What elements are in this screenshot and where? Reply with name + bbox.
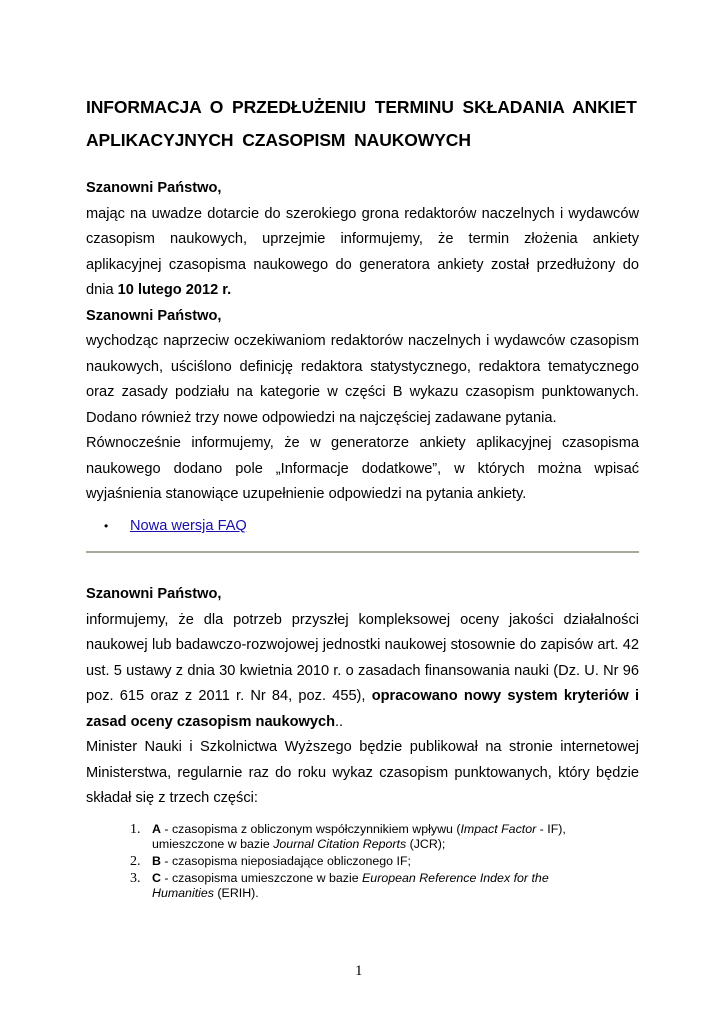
- faq-link[interactable]: Nowa wersja FAQ: [130, 518, 247, 534]
- page-number: 1: [355, 963, 363, 979]
- section-extension-notice: [86, 176, 639, 508]
- list-text: - czasopisma nieposiadające obliczonego IF;: [160, 854, 411, 868]
- paragraph: wychodząc naprzeciw oczekiwaniom redaktorów naczelnych i wydawców czasopism naukowych, uściślono definicję redaktora statystycznego, redaktora tematycznego oraz zasady podziału na kategorie w części B wykazu czasopism punktowanych. Dodano również trzy nowe odpowiedzi na najczęściej zadawane pytania.: [86, 333, 639, 426]
- paragraph-text: informujemy, że dla potrzeb przyszłej kompleksowej oceny jakości działalności naukowej lub badawczo-rozwojowej jednostki naukowej stosownie do zapisów art. 42 ust. 5 ustawy z dnia 30 kwietnia 2010 r. o zasadach finansowania nauki (Dz. U. Nr 96 poz. 615 oraz z 2011 r. Nr 84, poz. 455),: [86, 611, 639, 704]
- paragraph: Równocześnie informujemy, że w generatorze ankiety aplikacyjnej czasopisma naukowego dodano pole „Informacje dodatkowe”, w których można wpisać wyjaśnienia stanowiące uzupełnienie odpowiedzi na pytania ankiety.: [86, 435, 639, 502]
- list-text-italic: Journal Citation Reports: [273, 837, 407, 851]
- part-letter: C: [152, 871, 161, 885]
- list-text-italic: European Reference Index for the Humanities: [152, 871, 549, 900]
- list-item: [130, 871, 600, 901]
- list-text: - IF), umieszczone w bazie: [152, 822, 566, 851]
- part-letter: B: [152, 854, 161, 868]
- list-text: - czasopisma z obliczonym współczynnikiem wpływu (: [160, 822, 461, 836]
- paragraph-end: .: [227, 282, 232, 298]
- list-item: [130, 822, 600, 852]
- list-text: (ERIH).: [213, 886, 259, 900]
- journal-parts-list: [130, 822, 600, 903]
- criteria-highlight: opracowano nowy system kryteriów i zasad oceny czasopism naukowych: [86, 688, 639, 730]
- list-item: [130, 854, 600, 869]
- list-text-italic: Impact Factor: [460, 822, 537, 836]
- part-letter: A: [152, 822, 161, 836]
- list-text: - czasopisma umieszczone w bazie: [160, 871, 363, 885]
- paragraph-text: mając na uwadze dotarcie do szerokiego grona redaktorów naczelnych i wydawców czasopism naukowych, uprzejmie informujemy, że termin złożenia ankiety aplikacyjnej czasopisma naukowego do generatora ankiety został przedłużony do dnia: [86, 205, 639, 298]
- paragraph-end: ..: [335, 713, 344, 730]
- faq-list-item: [104, 514, 247, 539]
- document-title: [86, 91, 639, 157]
- list-number: 2.: [130, 854, 141, 869]
- title-line-1: INFORMACJA O PRZEDŁUŻENIU TERMINU SKŁADANIA ANKIET: [86, 97, 637, 117]
- list-number: 3.: [130, 871, 141, 886]
- deadline-date: 10 lutego 2012 r: [117, 282, 228, 298]
- bullet-icon: •: [104, 519, 109, 533]
- greeting: Szanowni Państwo,: [86, 586, 222, 602]
- paragraph: [86, 202, 639, 304]
- list-text: (JCR);: [406, 837, 446, 851]
- divider: [86, 551, 639, 553]
- title-line-2: APLIKACYJNYCH CZASOPISM NAUKOWYCH: [86, 130, 471, 150]
- list-number: 1.: [130, 822, 141, 837]
- paragraph: Minister Nauki i Szkolnictwa Wyższego będzie publikował na stronie internetowej Ministerstwa, regularnie raz do roku wykaz czasopism punktowanych, który będzie składał się z trzech części:: [86, 739, 639, 806]
- paragraph: [86, 608, 639, 736]
- greeting: Szanowni Państwo,: [86, 307, 222, 324]
- section-new-criteria: [86, 582, 639, 812]
- greeting: Szanowni Państwo,: [86, 180, 222, 196]
